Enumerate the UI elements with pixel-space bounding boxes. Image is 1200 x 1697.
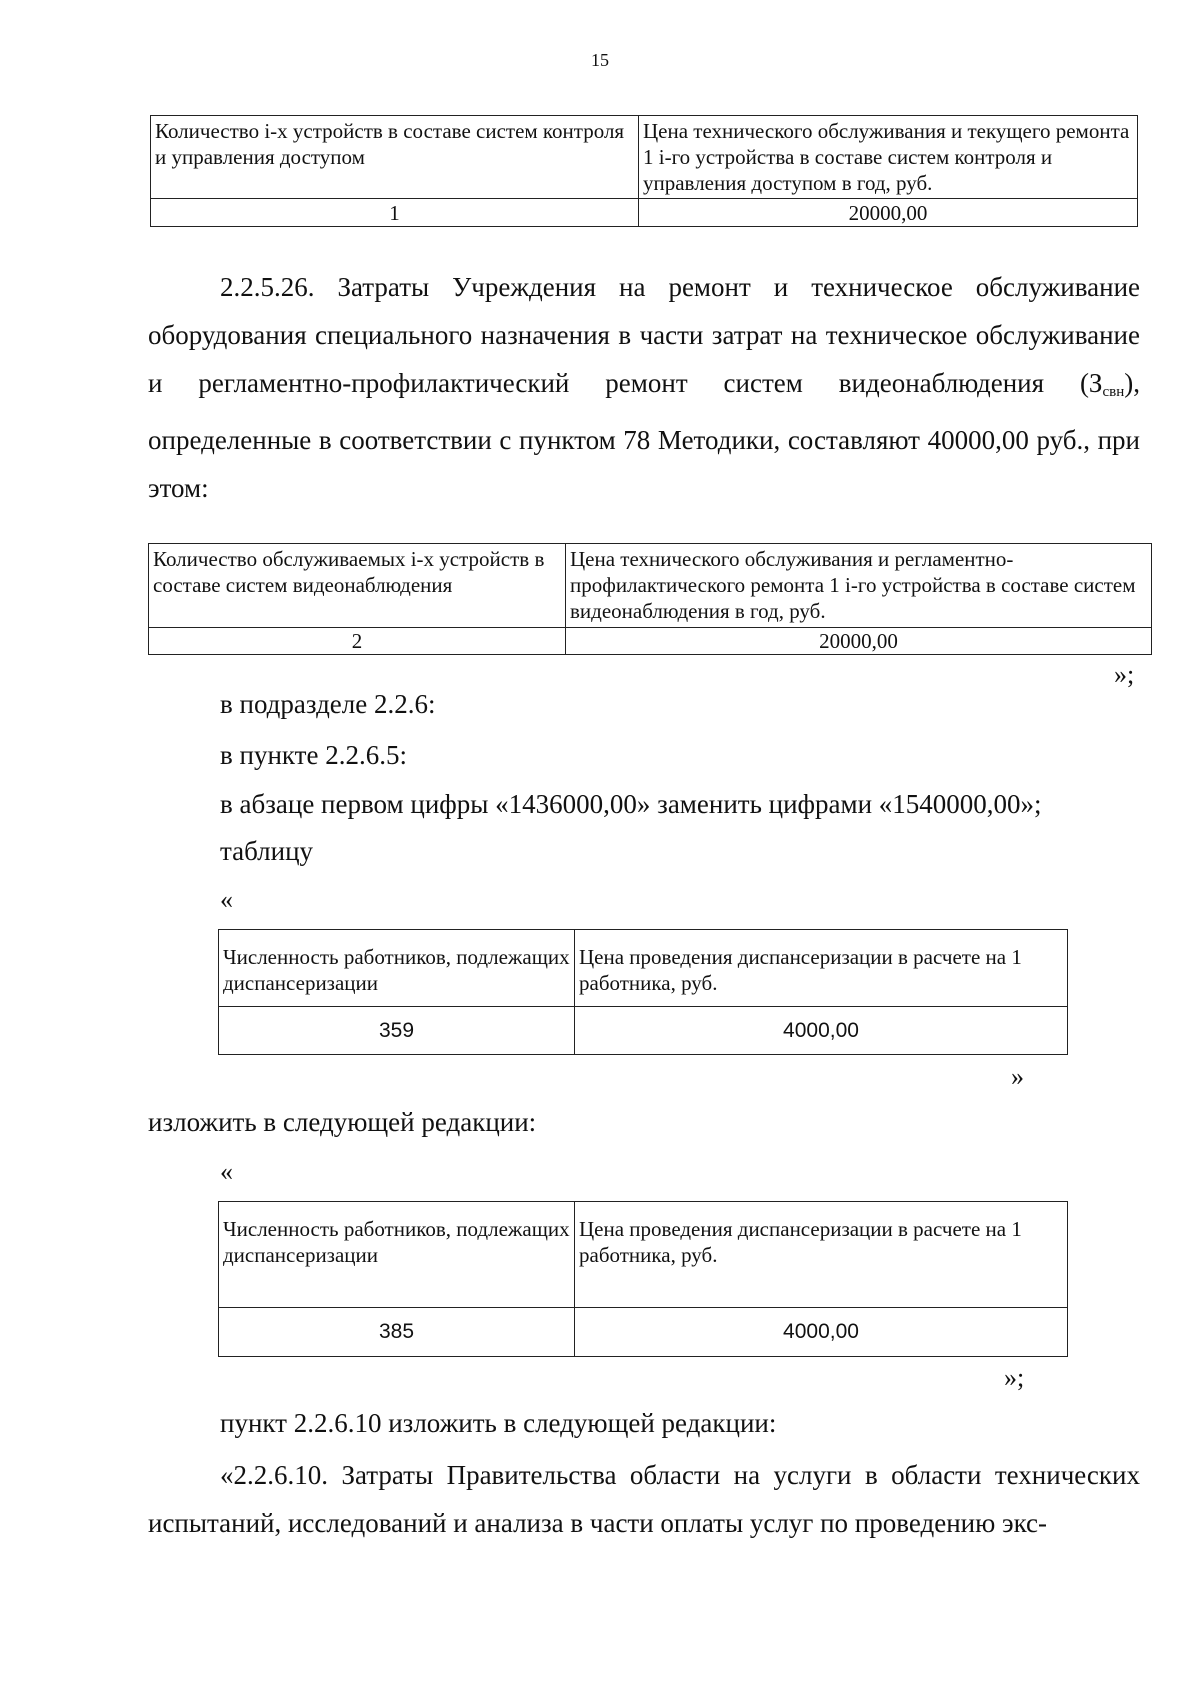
open-quote-1: «	[220, 885, 233, 914]
close-quote-2: »	[1011, 1062, 1024, 1091]
old-header-price: Цена проведения диспансеризации в расчете на 1 работника, руб.	[575, 930, 1068, 1007]
access-control-table	[150, 115, 1137, 227]
close-quote-1: »;	[1114, 660, 1135, 689]
paragraph-change-line: в абзаце первом цифры «1436000,00» заменить цифрами «1540000,00»;	[220, 789, 1042, 819]
restate-line: изложить в следующей редакции:	[148, 1107, 537, 1137]
access-control-price-value: 20000,00	[639, 199, 1138, 227]
paragraph-2-2-5-26	[148, 263, 1140, 512]
access-control-qty-value: 1	[151, 199, 639, 227]
video-qty-value: 2	[149, 628, 566, 655]
video-price-value: 20000,00	[566, 628, 1152, 655]
medical-exam-table-new	[218, 1201, 1067, 1357]
paragraph-2-2-6-10: «2.2.6.10. Затраты Правительства области на услуги в области технических испытаний, исследований и анализа в части оплаты услуг по проведению экс-	[148, 1460, 1140, 1538]
new-header-price: Цена проведения диспансеризации в расчете на 1 работника, руб.	[575, 1202, 1068, 1308]
video-header-qty: Количество обслуживаемых i-х устройств в составе систем видеонаблюдения	[149, 544, 566, 628]
item-restate-line: пункт 2.2.6.10 изложить в следующей редакции:	[220, 1408, 777, 1438]
medical-exam-table-old	[218, 929, 1067, 1055]
old-header-staff: Численность работников, подлежащих диспансеризации	[219, 930, 575, 1007]
close-quote-3: »;	[1004, 1363, 1025, 1392]
new-price-value: 4000,00	[575, 1308, 1068, 1357]
new-staff-value: 385	[219, 1308, 575, 1357]
old-staff-value: 359	[219, 1007, 575, 1055]
old-price-value: 4000,00	[575, 1007, 1068, 1055]
access-control-header-price: Цена технического обслуживания и текущего ремонта 1 i-го устройства в составе систем контроля и управления доступом в год, руб.	[639, 116, 1138, 199]
page-number: 15	[591, 50, 609, 70]
paragraph-2-2-5-26-text: 2.2.5.26. Затраты Учреждения на ремонт и техническое обслуживание оборудования специального назначения в части затрат на техническое обслуживание и регламентно-профилактический ремонт систем видеонаблюдения (З	[148, 272, 1140, 398]
new-header-staff: Численность работников, подлежащих диспансеризации	[219, 1202, 575, 1308]
video-header-price: Цена технического обслуживания и регламентно-профилактического ремонта 1 i-го устройства в составе систем видеонаблюдения в год, руб.	[566, 544, 1152, 628]
subsection-line: в подразделе 2.2.6:	[220, 689, 436, 719]
table-word-line: таблицу	[220, 836, 314, 866]
paragraph-2-2-5-26-text-end: ), определенные в соответствии с пунктом 78 Методики, составляют 40000,00 руб., при этом:	[148, 368, 1140, 503]
video-surveillance-table	[148, 543, 1151, 655]
item-line: в пункте 2.2.6.5:	[220, 740, 407, 770]
access-control-header-qty: Количество i-х устройств в составе систем контроля и управления доступом	[151, 116, 639, 199]
cost-subscript: свн	[1102, 384, 1125, 400]
open-quote-2: «	[220, 1157, 233, 1186]
